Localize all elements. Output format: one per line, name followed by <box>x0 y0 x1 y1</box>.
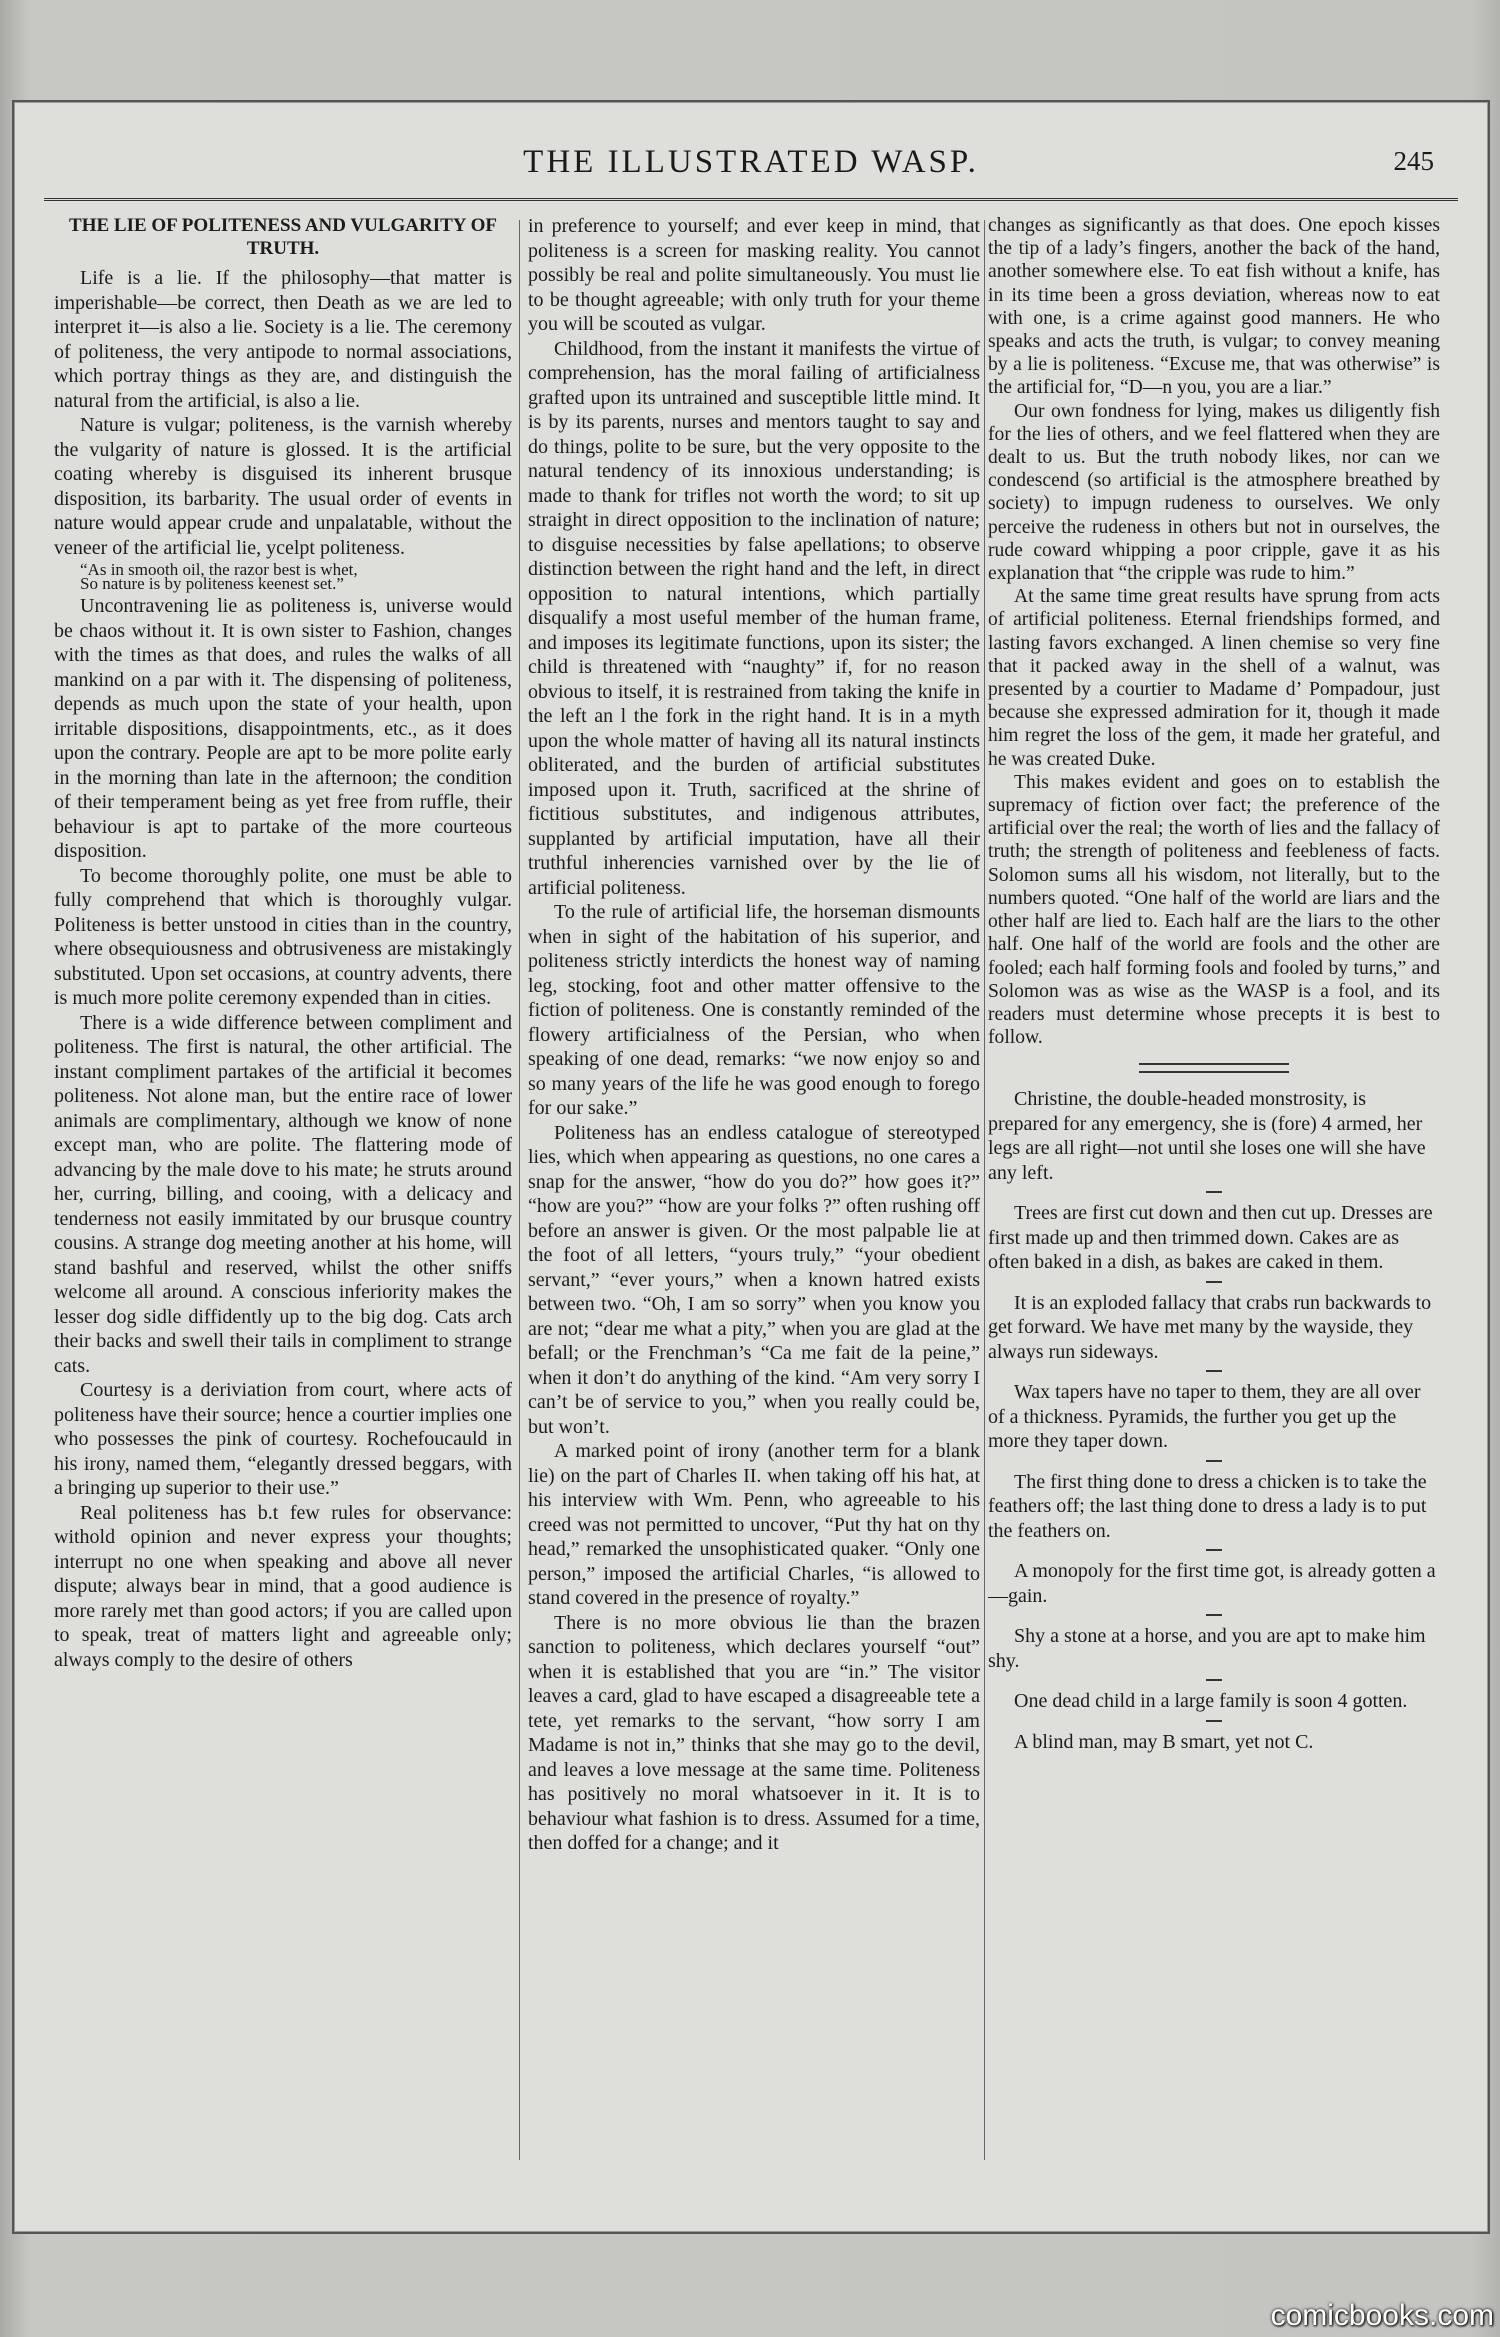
separator-dash <box>1206 1460 1222 1462</box>
article-paragraph: in preference to yourself; and ever keep in mind, that politeness is a screen for masking reality. You cannot possibly be real and polite simultaneously. You must lie to be thought agreeable; with only truth for your theme you will be scouted as vulgar. <box>528 215 980 335</box>
joke-paragraph: A blind man, may B smart, yet not C. <box>1014 1730 1314 1753</box>
newspaper-page <box>12 100 1490 2234</box>
joke-paragraph: Trees are first cut down and then cut up. Dresses are first made up and then trimmed down. Cakes are as often baked in a dish, as bakes are caked in them. <box>988 1202 1433 1274</box>
verse-quote-line: So nature is by politeness keenest set.” <box>80 574 344 593</box>
article-paragraph: Nature is vulgar; politeness, is the varnish whereby the vulgarity of nature is glossed. It is the artificial coating whereby is disguised its inherent brusque disposition, its barbarity. The usual order of events in nature would appear crude and unpalatable, without the veneer of the artificial lie, ycelpt politeness. <box>54 414 512 559</box>
section-divider <box>1139 1063 1289 1073</box>
separator-dash <box>1206 1281 1222 1283</box>
column-3 <box>988 214 1440 2174</box>
article-paragraph: There is a wide difference between compliment and politeness. The first is natural, the other artificial. The instant compliment partakes of the artificial it becomes politeness. Not alone man, but the entire race of lower animals are complimentary, although we know of none except man, who are polite. The flattering mode of advancing by the male dove to his mate; he struts around her, curring, billing, and cooing, with a delicacy and tenderness not easily immitated by our brusque country cousins. A strange dog meeting another at his home, will stand bashful and reserved, whilst the other sniffs welcome all around. A conscious inferiority makes the lesser dog sidle diffidently up to the big dog. Cats arch their backs and swell their tails in compliment to strange cats. <box>54 1011 512 1377</box>
verse-quote-line: “As in smooth oil, the razor best is whet, <box>80 560 358 579</box>
article-paragraph: There is no more obvious lie than the brazen sanction to politeness, which declares yourself “out” when it is established that you are “in.” The visitor leaves a card, glad to have escaped a disagreeable tete a tete, yet remarks to the servant, “how sorry I am Madame is not in,” thinks that she may go to the devil, and leaves a love message at the same time. Politeness has positively no moral whatsoever in it. It is to behaviour what fashion is to dress. Assumed for a time, then doffed for a change; and it <box>528 1611 980 1854</box>
article-paragraph: Our own fondness for lying, makes us diligently fish for the lies of others, and we feel flattered when they are dealt to us. But the truth nobody likes, nor can we condescend (so artificial is the atmosphere breathed by society) to impugn rudeness to ourselves. We only perceive the rudeness in others but not in ourselves, the rude coward whipping a poor cripple, gave it as his explanation that “the cripple was rude to him.” <box>988 400 1440 585</box>
separator-dash <box>1206 1370 1222 1372</box>
joke-paragraph: Shy a stone at a horse, and you are apt to make him shy. <box>988 1625 1426 1672</box>
separator-dash <box>1206 1679 1222 1681</box>
article-title: THE LIE OF POLITENESS AND VULGARITY OF TRUTH. <box>69 215 497 259</box>
joke-paragraph: Wax tapers have no taper to them, they are all over of a thickness. Pyramids, the further you get up the more they taper down. <box>988 1381 1421 1453</box>
column-1 <box>54 214 512 2174</box>
separator-dash <box>1206 1191 1222 1193</box>
page-number: 245 <box>1393 146 1434 176</box>
joke-paragraph: A monopoly for the first time got, is already gotten a—gain. <box>988 1560 1436 1607</box>
source-watermark[interactable]: comicbooks.com <box>1270 2299 1494 2332</box>
separator-dash <box>1206 1549 1222 1551</box>
article-paragraph: This makes evident and goes on to establish the supremacy of fiction over fact; the preference of the artificial over the real; the worth of lies and the fallacy of truth; the strength of politeness and feebleness of facts. Solomon sums all his wisdom, not literally, but to the numbers quoted. “One half of the world are liars and the other half are lied to. Each half are the liars to the other half. One half of the world are fools and the other are fooled; each half forming fools and fooled by turns,” and Solomon was as wise as the WASP is a fool, and its readers must determine whose precepts it is best to follow. <box>988 771 1440 1049</box>
article-paragraph: Courtesy is a deriviation from court, where acts of politeness have their source; hence a courtier implies one who possesses the pink of courtesy. Rochefoucauld in his irony, named them, “elegantly dressed beggars, with a bringing up superior to their use.” <box>54 1379 512 1499</box>
column-rule <box>984 220 985 2160</box>
page-header <box>44 140 1458 201</box>
joke-paragraph: One dead child in a large family is soon 4 gotten. <box>1014 1690 1408 1713</box>
article-paragraph: Childhood, from the instant it manifests the virtue of comprehension, has the moral failing of artificialness grafted upon its untrained and susceptible little mind. It is by its parents, nurses and mentors taught to say and do things, polite to be sure, but the very opposite to the natural tendency of its innoxious understanding; is made to thank for trifles not worth the word; to sit up straight in direct opposition to the inclination of nature; to disguise necessities by false apellations; to observe distinction between the right hand and the left, in direct opposition to natural intentions, which partially disqualify a most useful member of the human frame, and imposes its legitimate functions, upon its sister; the child is threatened with “naughty” if, for no reason obvious to itself, it is restrained from taking the knife in the left an l the fork in the right hand. It is in a myth upon the whole matter of having all its natural instincts obliterated, and the burden of artificial substitutes imposed upon it. Truth, sacrificed at the shrine of fictitious substitutes, and indigenous attributes, supplanted by artificial imputation, have all their truthful inherencies varnished over by the lie of artificial politeness. <box>528 337 980 899</box>
article-paragraph: changes as significantly as that does. One epoch kisses the tip of a lady’s fingers, another the back of the hand, another somewhere else. To eat fish without a knife, has in its time been a gross deviation, whereas now to eat with one, is a crime against good manners. He who speaks and acts the truth, is vulgar; to convey meaning by a lie is politeness. “Excuse me, that was otherwise” is the artificial for, “D—n you, you are a liar.” <box>988 215 1440 399</box>
article-paragraph: Uncontravening lie as politeness is, universe would be chaos without it. It is own sister to Fashion, changes with the times as that does, and rules the walks of all mankind on a par with it. The dispensing of politeness, depends as much upon the state of your health, upon irritable dispositions, disappointments, etc., as it does upon the contrary. People are apt to be more polite early in the morning than late in the afternoon; the condition of their temperament being as yet free from ruffle, their behaviour is apt to partake of the more courteous disposition. <box>54 595 512 862</box>
publication-title: THE ILLUSTRATED WASP. <box>523 144 979 180</box>
article-paragraph: To the rule of artificial life, the horseman dismounts when in sight of the habitation of his superior, and politeness strictly interdicts the honest way of naming leg, stocking, foot and other matter offensive to the fiction of politeness. One is constantly reminded of the flowery artificialness of the Persian, who when speaking of one dead, remarks: “we now enjoy so and so many years of the life he was good enough to forego for our sake.” <box>528 901 980 1119</box>
article-paragraph: Politeness has an endless catalogue of stereotyped lies, which when appearing as questions, no one cares a snap for the answer, “how do you do?” how goes it?” “how are you?” “how are your folks ?” often rushing off before an answer is given. Or the most palpable lie at the foot of all letters, “yours truly,” “your obedient servant,” “ever yours,” when a known hatred exists between two. “Oh, I am so sorry” when you know you are not; “dear me what a pity,” when you are glad at the befall; or the Frenchman’s “Ca me fait de la peine,” when it don’t do anything of the kind. “Am very sorry I can’t be of service to you,” when you really could be, but won’t. <box>528 1121 980 1438</box>
column-rule <box>519 220 520 2160</box>
column-2 <box>528 214 980 2174</box>
article-paragraph: At the same time great results have sprung from acts of artificial politeness. Eternal friendships formed, and lasting favors exchanged. A linen chemise so very fine that it packed away in the shell of a walnut, was presented by a courtier to Madame d’ Pompadour, just because she expressed admiration for it, though it made him regret the loss of the gem, it made her grateful, and he was created Duke. <box>988 586 1440 770</box>
separator-dash <box>1206 1720 1222 1722</box>
separator-dash <box>1206 1614 1222 1616</box>
article-paragraph: Life is a lie. If the philosophy—that matter is imperishable—be correct, then Death as we are led to interpret it—is also a lie. Society is a lie. The ceremony of politeness, the very antipode to normal associations, which portray things as they are, and distinguish the natural from the artificial, is also a lie. <box>54 267 512 412</box>
joke-paragraph: Christine, the double-headed monstrosity, is prepared for any emergency, she is (fore) 4 armed, her legs are all right—not until she loses one will she have any left. <box>988 1088 1426 1184</box>
article-paragraph: A marked point of irony (another term for a blank lie) on the part of Charles II. when taking off his hat, at his interview with Wm. Penn, who agreeable to his creed was not permitted to uncover, “Put thy hat on thy head,” remarked the unsophisticated quaker. “Only one person,” imposed the artificial Charles, “is allowed to stand covered in the presence of royalty.” <box>528 1440 980 1609</box>
article-paragraph: Real politeness has b.t few rules for observance: withold opinion and never express your thoughts; interrupt no one when speaking and above all never dispute; always bear in mind, that a good audience is more rarely met than good actors; if you are called upon to speak, treat of matters light and agreeable only; always comply to the desire of others <box>54 1501 512 1671</box>
joke-paragraph: It is an exploded fallacy that crabs run backwards to get forward. We have met many by the wayside, they always run sideways. <box>988 1291 1432 1363</box>
article-paragraph: To become thoroughly polite, one must be able to fully comprehend that which is thoroughly vulgar. Politeness is better unstood in cities than in the country, where obsequiousness and obtrusiveness are mistakingly substituted. Upon set occasions, at country advents, there is much more polite ceremony expended than in cities. <box>54 864 512 1009</box>
joke-paragraph: The first thing done to dress a chicken is to take the feathers off; the last thing done to dress a lady is to put the feathers on. <box>988 1470 1427 1542</box>
